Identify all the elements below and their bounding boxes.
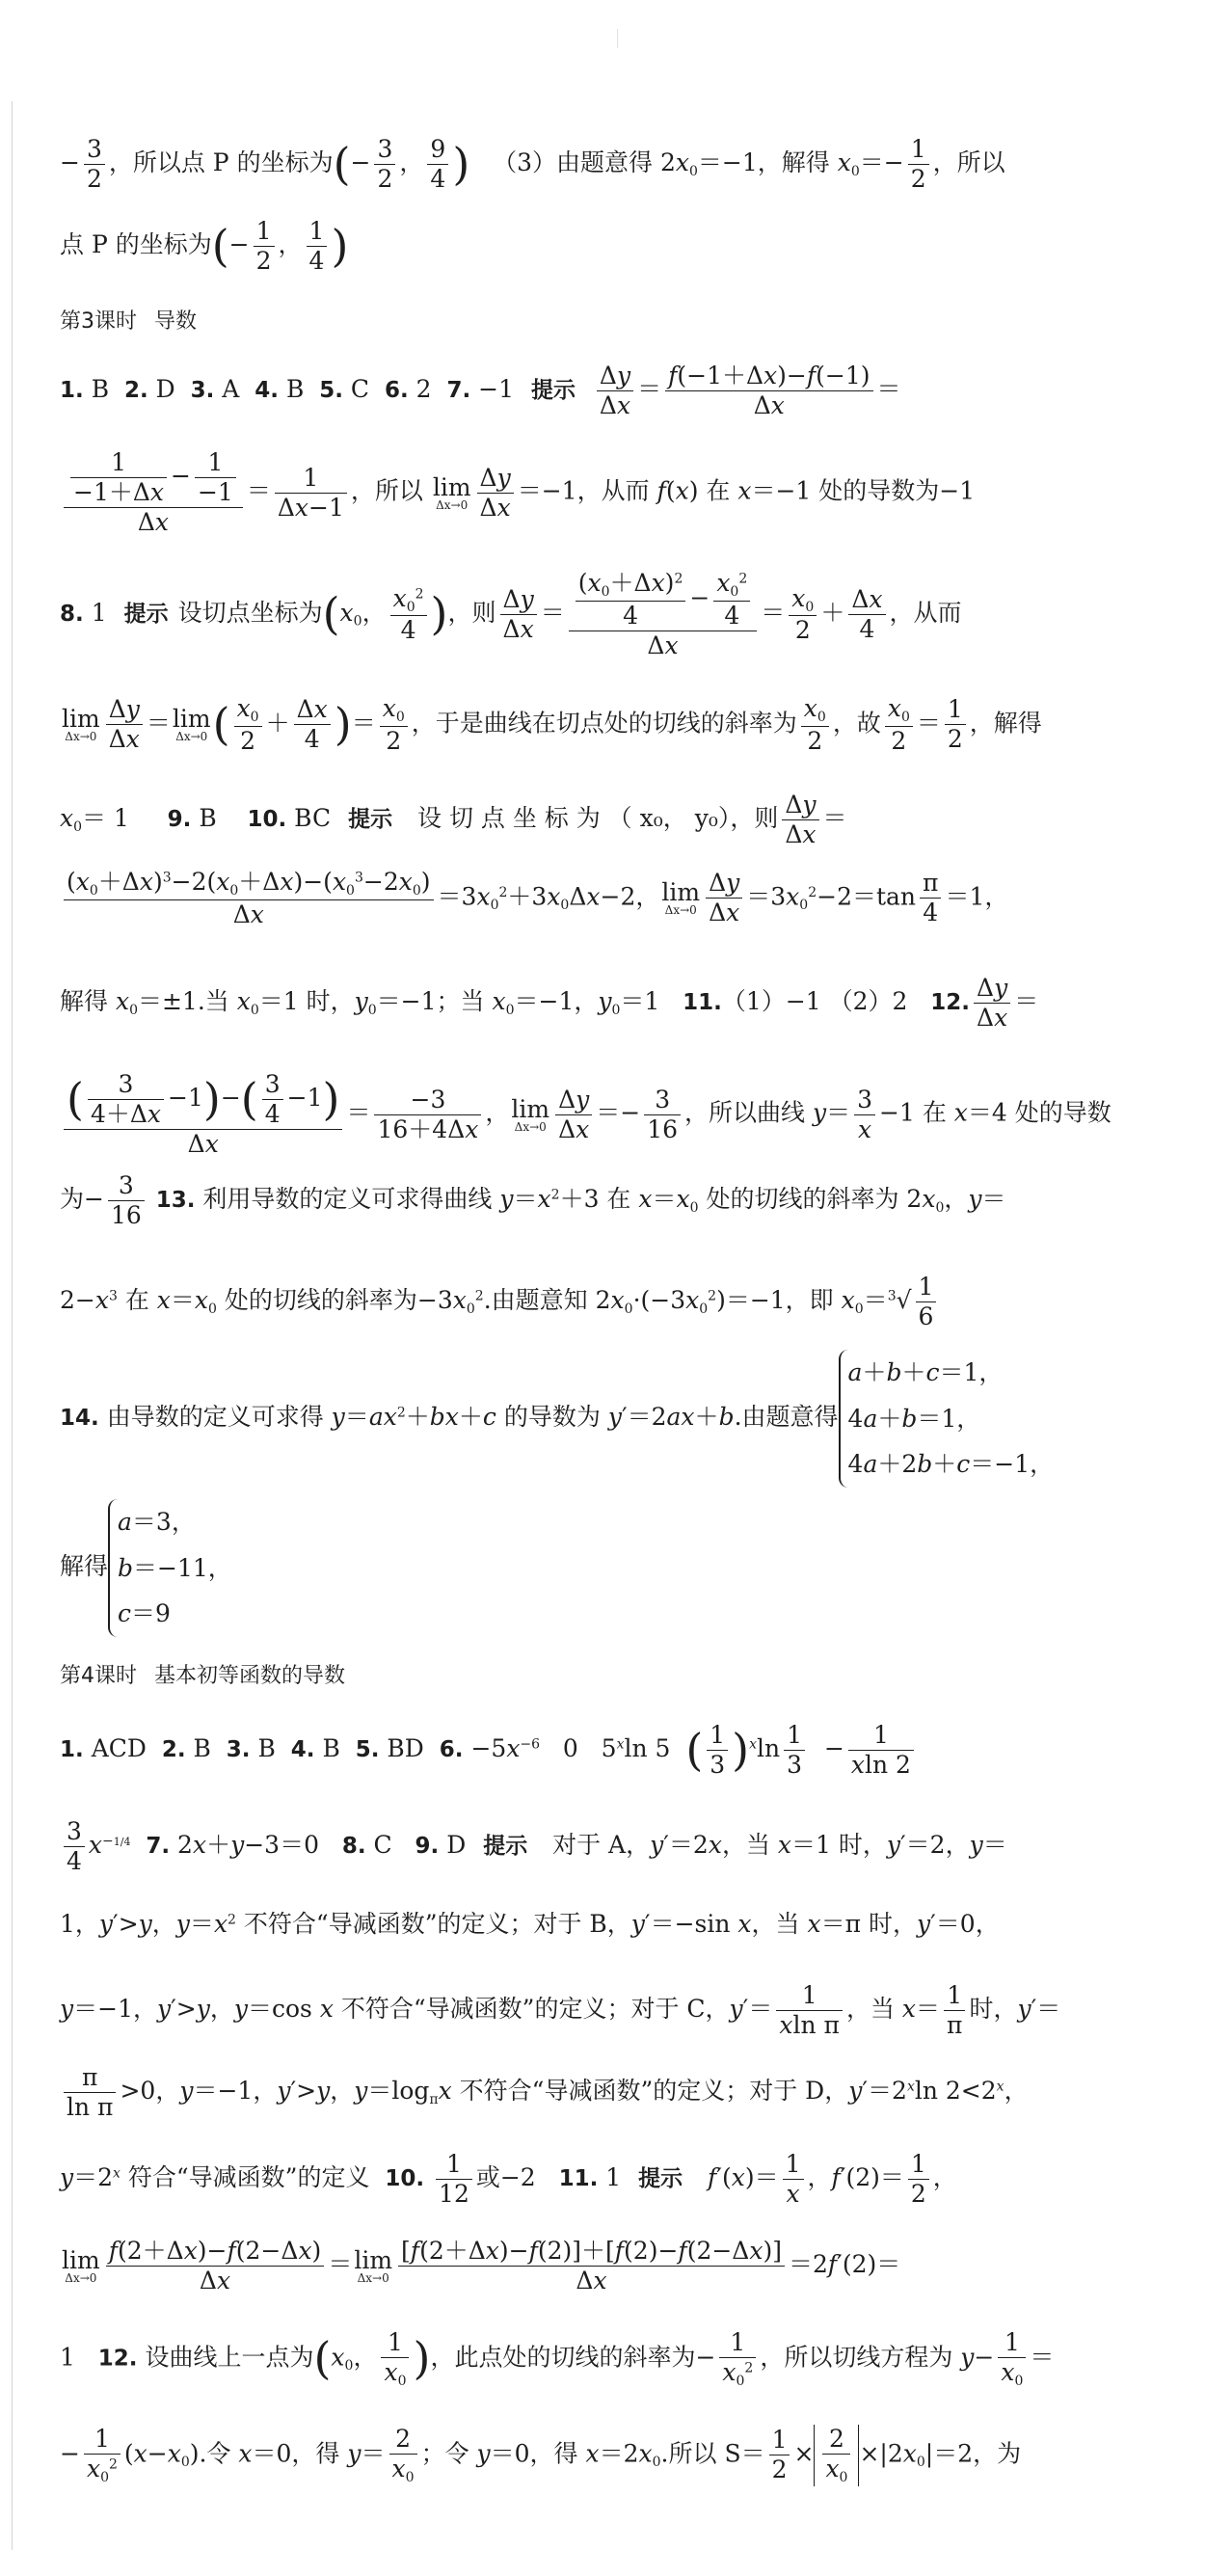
line-q8: 8. 1 提示 设切点坐标为($x_0$， $\frac{x_0^2}{4}$ )，则 $\frac{\Delta y}{\Delta x}$ ＝ $\frac{(x_0+\Delta x)^2}{4}$ − $\frac{x_0^2}{4}$ Δx ＝ $\frac{x_0}{2}$ ＋ $\frac{\Delta x}{4}$ ，从而 [60,569,962,659]
line-4-q9-d: $\frac{\pi}{\text{ln π}}$ >0，y＝−1，y′>y，$y=\log_\pi x$ 不符合“导减函数”的定义；对于 D，$y'=2^x\ln$ $2<2^x$， [60,2063,1178,2122]
section-title-4: 第4课时 基本初等函数的导数 [60,1664,346,1688]
line-4-q11-cont: lim Δx→0 $\frac{f(2+\Delta x)-f(2-\Delta x)}{\Delta x}$ ＝ lim Δx→0 $\frac{[f(2+\Delta x)-f(2)]+[f(2)-f(2-\Delta x)]}{\Delta x}$ ＝2f′(2)＝ [62,2237,901,2294]
line-4-q10-q11: $y=2^x$ 符合“导减函数”的定义 10. $\frac{1}{12}$ 或−2 11. 1 提示 f′(x)＝ $\frac{1}{x}$ ，f′(2)＝ $\frac{1}{2}$ ， [60,2150,957,2208]
line-2: 点 P 的坐标为(− $\frac{1}{2}$ ， $\frac{1}{4}$ ) [60,217,349,275]
line-q12-cont: ( $\frac{3}{4+\Delta x}$ −1)−( $\frac{3}{4}$ −1) Δx ＝ $\frac{-3}{16+4\Delta x}$ ， lim Δx→0 $\frac{\Delta y}{\Delta x}$ ＝− $\frac{3}{16}$ ，所以曲线 y＝ $\frac{3}{x}$ −1 在 x＝4 处的导数 [60,1070,1178,1159]
line-q14-solve: 解得a＝3， b＝−11， c＝9 [60,1499,1178,1637]
margin-rule [12,101,13,2550]
line-4-q12: 1 12. 设曲线上一点为($x_0$， $\frac{1}{x_0}$ )，此点处的切线的斜率为− $\frac{1}{x_0^2}$ ，所以切线方程为 y− $\frac{1}{x_0}$ ＝ [60,2328,1055,2389]
top-mark [617,29,618,48]
line-4-q9-b: 1，y′>y，$y=x^2$ 不符合“导减函数”的定义；对于 B，y′＝−sin x，当 x＝π 时，y′＝0， [60,1910,1000,1938]
line-q10-cont: $\frac{(x_0+\Delta x)^3-2(x_0+\Delta x)-(x_0^3-2x_0)}{\Delta x}$ $=3x_0^2+3x_0\Delta x-2$， lim Δx→0 $\frac{\Delta y}{\Delta x}$ $=3x_0^2-2=\tan$ $\frac{\pi}{4}$ ＝1， [60,868,1178,929]
line-q13: 为− $\frac{3}{16}$ 13. 利用导数的定义可求得曲线 $y=x^2+3$ 在 $x=x_0$ 处的切线的斜率为 $2x_0$，y＝ [60,1171,1006,1229]
line-q7-cont: $\frac{1}{-1+\Delta x}$ − $\frac{1}{-1}$ Δx ＝ $\frac{1}{\Delta x-1}$ ，所以 lim Δx→0 $\frac{\Delta y}{\Delta x}$ ＝−1，从而 f(x) 在 x＝−1 处的导数为−1 [60,448,1178,537]
line-q14: 14. 由导数的定义可求得 $y=ax^2+bx+c$ 的导数为 y′＝2ax＋b.由题意得a＋b＋c＝1， 4a＋b＝1， 4a＋2b＋c＝−1， [60,1350,1178,1488]
line-q8-cont: lim Δx→0 $\frac{\Delta y}{\Delta x}$ ＝ lim Δx→0 ( $\frac{x_0}{2}$ ＋ $\frac{\Delta x}{4}$ )＝ $\frac{x_0}{2}$ ，于是曲线在切点处的切线的斜率为 $\frac{x_0}{2}$ ，故 $\frac{x_0}{2}$ ＝ $\frac{1}{2}$ ，解得 [62,694,1042,755]
answers-1-7: 1. B 2. D 3. A 4. B 5. C 6. 2 7. −1 提示 $\frac{\Delta y}{\Delta x}$ ＝ $\frac{f(-1+\Delta x)-f(-1)}{\Delta x}$ ＝ [60,362,901,419]
line-q9-q10: $x_0= 1$ 9. B 10. BC 提示 设 切 点 坐 标 为 （ x₀， y₀），则 $\frac{\Delta y}{\Delta x}$ ＝ [60,791,847,848]
section-title-3: 第3课时 导数 [60,309,198,334]
line-4-q7-q9: $\frac{3}{4}$ $x^{-1/4}$ 7. 2x＋y−3＝0 8. C 9. D 提示 对于 A，y′＝2x，当 x＝1 时，y′＝2，y＝ [60,1817,1178,1876]
line-1: − $\frac{3}{2}$ ，所以点 P 的坐标为(− $\frac{3}{2}$ ， $\frac{9}{4}$ ) （3）由题意得 $2x_0=-1$，解得 $x_0=-$ $\frac{1}{2}$ ，所以 [60,135,1005,193]
line-4-q12-cont: − $\frac{1}{x_0^2}$ $(x-x_0)$.令 x＝0，得 y＝ $\frac{2}{x_0}$ ；令 y＝0，得 $x=2x_0$.所以 S＝ $\frac{1}{2}$ × $\frac{2}{x_0}$ $\times|2x_0|=2$，为 [60,2425,1022,2485]
line-4-q9-c: y＝−1，y′>y，y＝cos x 不符合“导减函数”的定义；对于 C，y′＝ $\frac{1}{\text{xln π}}$ ，当 x＝ $\frac{1}{\pi}$ 时，y′＝ [60,1981,1061,2039]
line-q13-cont: $2-x^3$ 在 $x=x_0$ 处的切线的斜率为$-3x_0^2$.由题意知 $2x_0\cdot(-3x_0^2)=-1$，即 $x_0=^3√$ $\frac{1}{6}$ [60,1273,1178,1331]
line-q11-q12: 解得 $x_0=\pm 1$.当 $x_0=1$ 时，$y_0=-1$；当 $x_0=-1$，$y_0=1$ 11.（1）−1 （2）2 12. $\frac{\Delta y}{\Delta x}$ ＝ [60,974,1039,1032]
answers-4-1-6: 1. ACD 2. B 3. B 4. B 5. BD 6. $-5x^{-6}$ 0 5$^x$ln 5 ( $\frac{1}{3}$ )$^x$ln $\frac{1}{3}$ − $\frac{1}{xln 2}$ [60,1721,1178,1780]
